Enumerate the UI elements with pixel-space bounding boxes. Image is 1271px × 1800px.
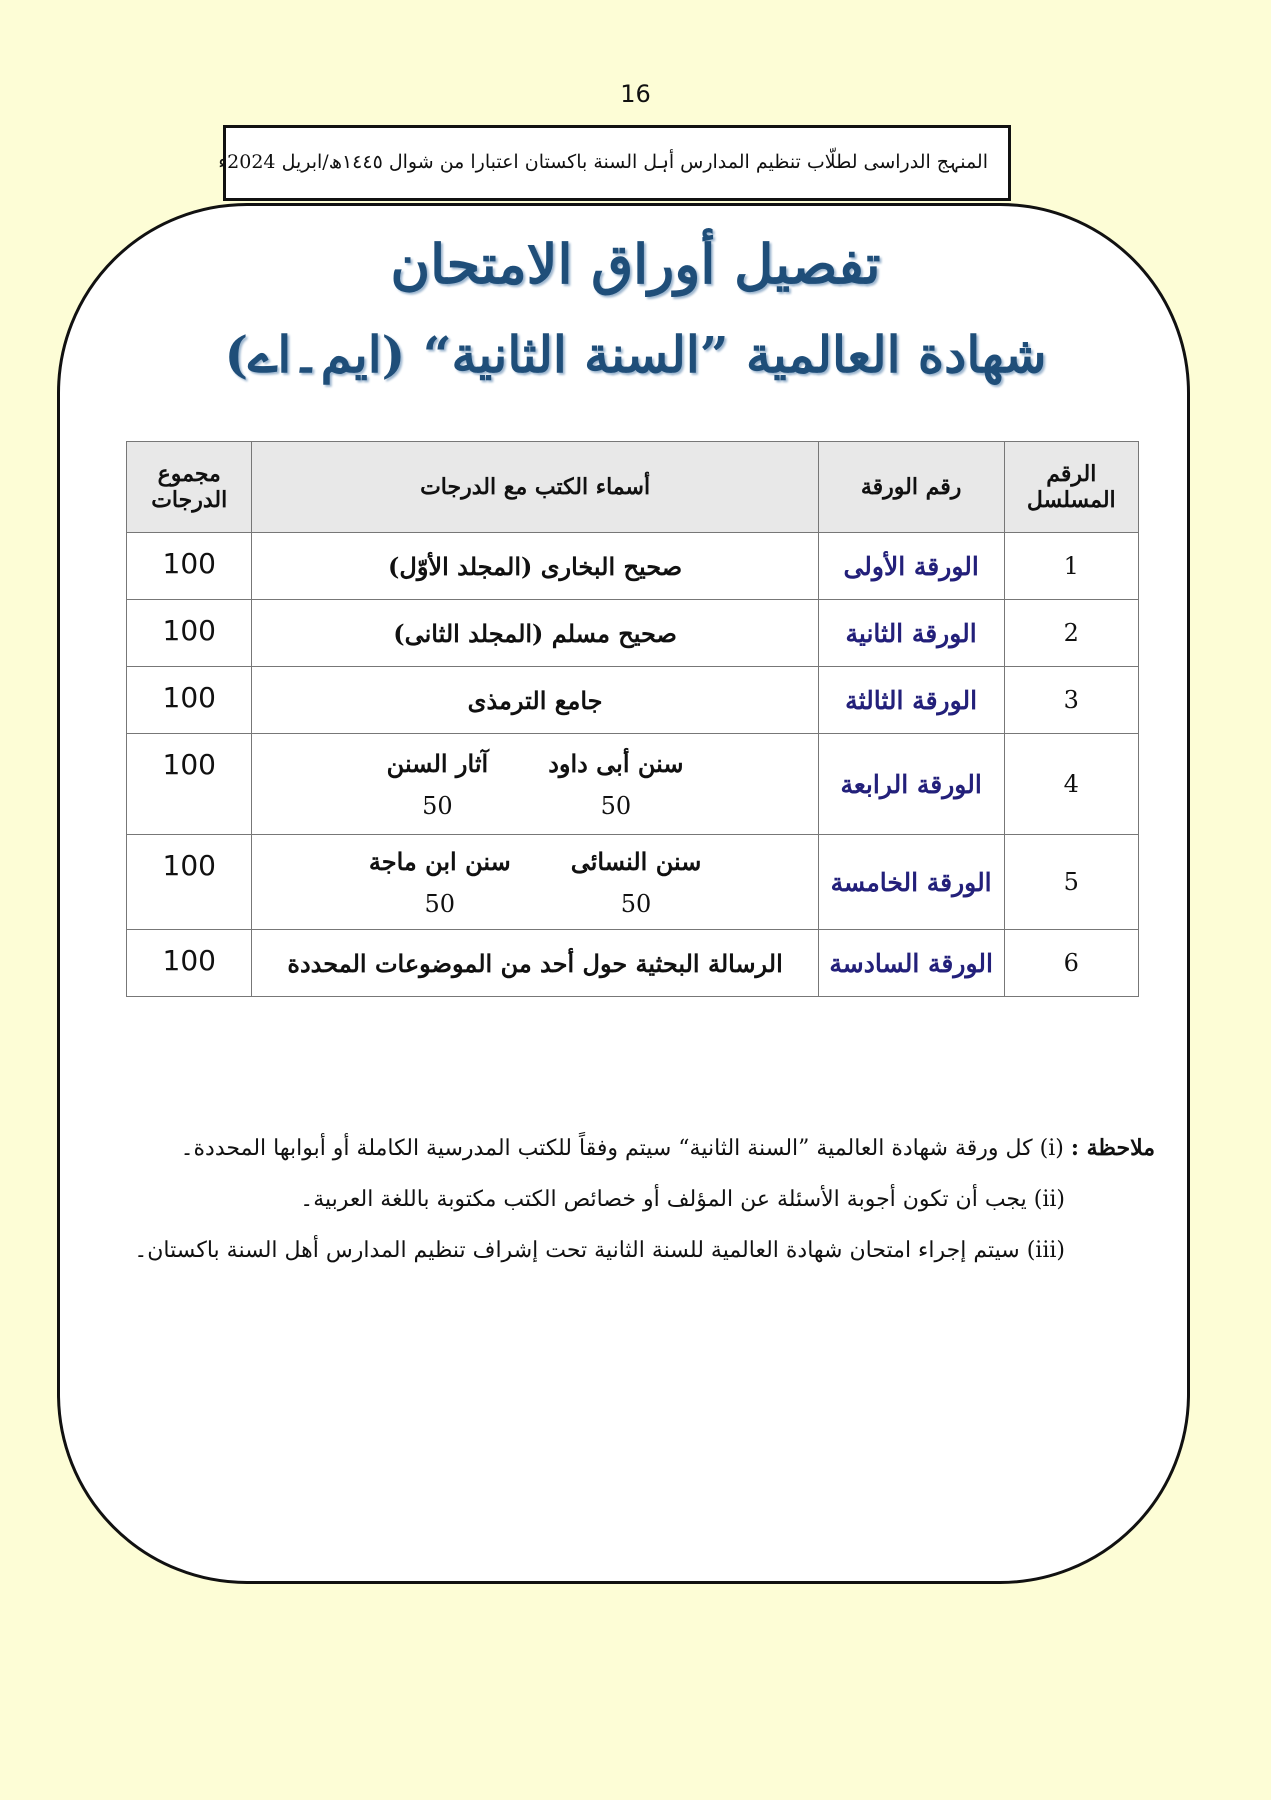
page-subtitle: شهادة العالمية ”السنة الثانية“ (ایم۔اے) — [224, 325, 1047, 384]
table-row — [127, 930, 1139, 997]
row-serial: 3 — [1004, 667, 1138, 734]
header-serial: الرقم المسلسل — [1004, 442, 1138, 533]
book-marks: 50 — [620, 889, 652, 918]
table-row — [127, 734, 1139, 835]
row-serial: 5 — [1004, 835, 1138, 930]
row-books — [252, 734, 818, 835]
page-title: تفصيل أوراق الامتحان — [390, 232, 881, 296]
table-row — [127, 533, 1139, 600]
header-paper: رقم الورقة — [818, 442, 1004, 533]
book-title: سنن النسائی — [570, 846, 702, 876]
book-title: آثار السنن — [386, 748, 489, 778]
row-serial: 1 — [1004, 533, 1138, 600]
row-total: 100 — [127, 734, 252, 835]
row-paper: الورقة الثانية — [818, 600, 1004, 667]
header-books: أسماء الكتب مع الدرجات — [252, 442, 818, 533]
book-title: سنن ابن ماجة — [368, 846, 511, 876]
header-total: مجموع الدرجات — [127, 442, 252, 533]
row-serial: 2 — [1004, 600, 1138, 667]
row-total: 100 — [127, 667, 252, 734]
row-paper: الورقة السادسة — [818, 930, 1004, 997]
row-paper: الورقة الثالثة — [818, 667, 1004, 734]
notes-section — [80, 1135, 1155, 1289]
row-paper: الورقة الرابعة — [818, 734, 1004, 835]
row-serial: 6 — [1004, 930, 1138, 997]
row-books: الرسالة البحثية حول أحد من الموضوعات المحددة — [252, 930, 818, 997]
book-marks: 50 — [422, 791, 453, 820]
row-total: 100 — [127, 835, 252, 930]
notes-label: ملاحظة : — [1070, 1135, 1155, 1161]
row-paper: الورقة الأولى — [818, 533, 1004, 600]
table-row — [127, 600, 1139, 667]
book-title: سنن أبی داود — [548, 748, 684, 778]
note-text: (ii) يجب أن تكون أجوبة الأسئلة عن المؤلف أو خصائص الكتب مكتوبة باللغة العربية۔ — [300, 1187, 1065, 1212]
table-header-row — [127, 442, 1139, 533]
document-header: المنہج الدراسی لطلّاب تنظیم المدارس أہل السنة باکستان اعتبارا من شوال ١٤٤٥ھ/ابریل 2024ء — [223, 125, 1011, 201]
row-books: صحيح البخاری (المجلد الأوّل) — [252, 533, 818, 600]
book-marks: 50 — [424, 889, 456, 918]
note-text: (i) كل ورقة شهادة العالمية ”السنة الثانية“ سيتم وفقاً للكتب المدرسية الكاملة أو أبوابها المحددة۔ — [180, 1136, 1064, 1161]
table-row — [127, 835, 1139, 930]
row-books — [252, 835, 818, 930]
exam-papers-table — [126, 441, 1139, 997]
book-marks: 50 — [600, 791, 632, 820]
row-books: جامع الترمذی — [252, 667, 818, 734]
row-books: صحيح مسلم (المجلد الثانی) — [252, 600, 818, 667]
table-row — [127, 667, 1139, 734]
note-item — [80, 1187, 1155, 1212]
row-total: 100 — [127, 533, 252, 600]
page-number: 16 — [620, 80, 651, 108]
note-item — [80, 1135, 1155, 1161]
note-item — [80, 1238, 1155, 1263]
row-paper: الورقة الخامسة — [818, 835, 1004, 930]
note-text: (iii) سيتم إجراء امتحان شهادة العالمية للسنة الثانية تحت إشراف تنظيم المدارس أهل السنة باكستان۔ — [134, 1238, 1065, 1263]
row-total: 100 — [127, 930, 252, 997]
row-total: 100 — [127, 600, 252, 667]
row-serial: 4 — [1004, 734, 1138, 835]
